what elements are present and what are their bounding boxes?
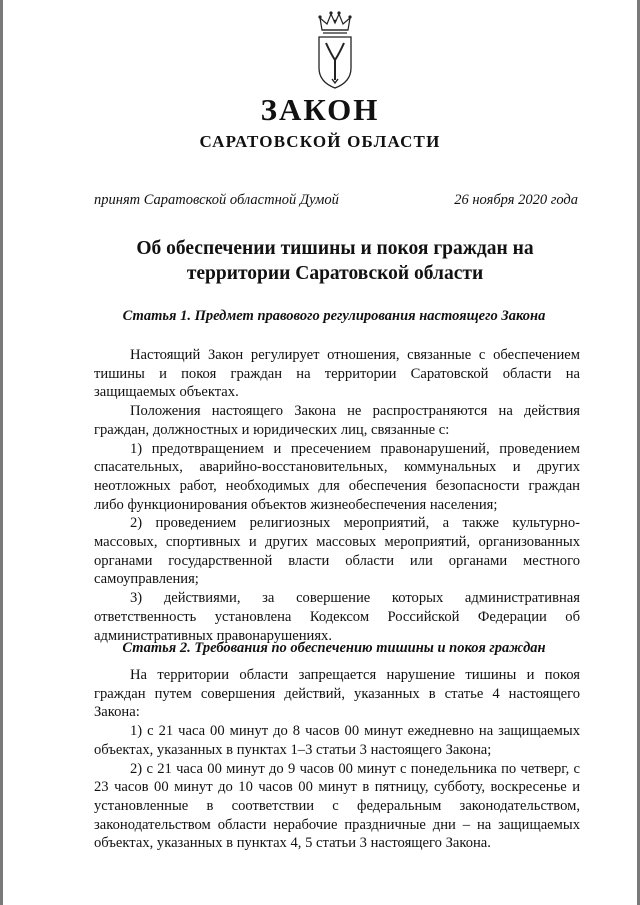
paragraph: 3) действиями, за совершение которых административная ответственность установлена Кодексом Российской Федерации об административных правонарушениях. (94, 590, 580, 644)
article-1-body (94, 346, 580, 645)
adoption-date: 26 ноября 2020 года (454, 192, 578, 208)
article-2-heading: Статья 2. Требования по обеспечению тишины и покоя граждан (122, 640, 546, 656)
document-title: Об обеспечении тишины и покоя граждан на территории Саратовской области (136, 238, 534, 284)
law-title: ЗАКОН (260, 92, 380, 127)
article-2-body (94, 666, 580, 853)
paragraph: 2) проведением религиозных мероприятий, а также культурно-массовых, спортивных и других массовых мероприятий, организованных органами государственной власти области или органами местного самоуправления; (94, 515, 580, 588)
coat-of-arms-icon (316, 10, 354, 90)
paragraph: 1) предотвращением и пресечением правонарушений, проведением спасательных, аварийно-восстановительных, коммунальных и других неотложных работ, необходимых для обеспечения безопасности граждан либо функционирования объектов жизнеобеспечения населения; (94, 440, 580, 513)
law-region: САРАТОВСКОЙ ОБЛАСТИ (199, 132, 441, 151)
adopted-by: принят Саратовской областной Думой (94, 192, 339, 208)
paragraph: Положения настоящего Закона не распространяются на действия граждан, должностных и юридических лиц, связанные с: (94, 403, 580, 438)
paragraph: Настоящий Закон регулирует отношения, связанные с обеспечением тишины и покоя граждан на территории Саратовской области на защищаемых объектах. (94, 347, 580, 401)
paragraph: На территории области запрещается нарушение тишины и покоя граждан путем совершения действий, указанных в статье 4 настоящего Закона: (94, 667, 580, 721)
paragraph: 1) с 21 часа 00 минут до 8 часов 00 минут ежедневно на защищаемых объектах, указанных в пунктах 1–3 статьи 3 настоящего Закона; (94, 723, 580, 758)
paragraph: 2) с 21 часа 00 минут до 9 часов 00 минут с понедельника по четверг, с 23 часов 00 минут до 10 часов 00 минут в пятницу, субботу, воскресенье и установленные в соответствии с федеральным законодательством, законодательством области нерабочие праздничные дни – на защищаемых объектах, указанных в пунктах 4, 5 статьи 3 настоящего Закона. (94, 760, 580, 852)
article-1-heading: Статья 1. Предмет правового регулирования настоящего Закона (122, 308, 546, 324)
